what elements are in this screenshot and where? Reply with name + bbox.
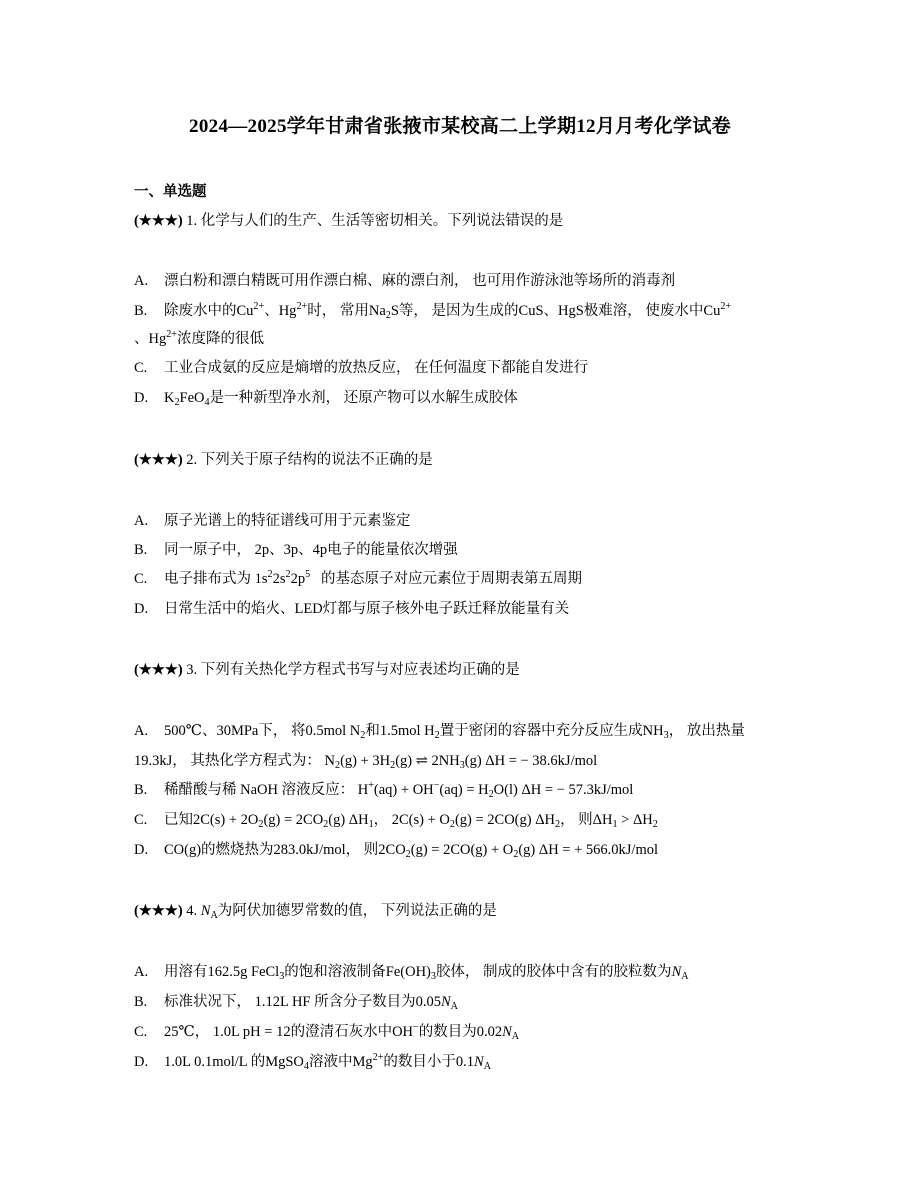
question-3-option-c: C. 已知$2C(s) + 2O_2(g) = 2CO_2(g)$ $\Delta H_1$， $2C(s) + O_2(g) = 2CO(g)$ $\Delta H_2$， 则$\Delta H_1 > \Delta H_2$ (134, 812, 658, 830)
exam-title: 2024—2025学年甘肃省张掖市某校高二上学期12月月考化学试卷 (189, 116, 731, 137)
question-4-option-a: A. 用溶有162.5g FeCl$_3$的饱和溶液制备$Fe(OH)_3$胶体， 制成的胶体中含有的胶粒数为$N_A$ (134, 964, 689, 982)
question-1-option-c: C. 工业合成氨的反应是熵增的放热反应， 在任何温度下都能自发进行 (134, 360, 589, 376)
question-3-option-b: B. 稀醋酸与稀 NaOH 溶液反应： $H^+(aq) + OH^-(aq) = H_2O(l) \Delta H$ = − 57.3kJ/mol (134, 780, 634, 800)
section-heading: 一、单选题 (134, 184, 207, 200)
question-1-option-b: B. 除废水中的$Cu^{2+}$、$Hg^{2+}$时， 常用$Na_2S$等， 是因为生成的CuS、HgS极难溶， 使废水中$Cu^{2+}$ (134, 301, 732, 321)
question-2-option-c: C. 电子排布式为 $1s^22s^22p^5$ 的基态原子对应元素位于周期表第五周期 (134, 569, 582, 587)
question-4-option-c: C. 25℃， 1.0L pH = 12的澄清石灰水中OH−的数目为$0.02N_A$ (134, 1022, 520, 1042)
question-2-option-a: A. 原子光谱上的特征谱线可用于元素鉴定 (134, 513, 411, 529)
question-3-stem: (★★★) 3. 下列有关热化学方程式书写与对应表述均正确的是 (134, 662, 520, 678)
question-2-stem: (★★★) 2. 下列关于原子结构的说法不正确的是 (134, 452, 433, 468)
question-3-option-d: D. CO(g)的燃烧热为283.0kJ/mol， 则$2CO_2(g) = 2CO(g) + O_2(g) \Delta H$ = + 566.0kJ/mol (134, 842, 659, 860)
question-1-option-b-cont: 、$Hg^{2+}$浓度降的很低 (134, 329, 265, 347)
question-3-option-a-cont: 19.3kJ， 其热化学方程式为： $N_2(g) + 3H_2(g)$ ⇌ $2NH_3(g) \Delta H$ = − 38.6kJ/mol (134, 753, 598, 771)
question-1-option-d: D. $K_2FeO_4$是一种新型净水剂， 还原产物可以水解生成胶体 (134, 390, 518, 408)
question-1-stem: (★★★) 1. 化学与人们的生产、生活等密切相关。下列说法错误的是 (134, 213, 564, 229)
question-3-option-a: A. 500℃、30MPa下， 将0.5mol $N_2$和1.5mol $H_2$置于密闭的容器中充分反应生成$NH_3$， 放出热量 (134, 723, 745, 741)
difficulty-stars: (★★★) (134, 213, 183, 229)
question-4-stem: (★★★) 4. $N_A$为阿伏加德罗常数的值， 下列说法正确的是 (134, 903, 497, 921)
question-2-option-b: B. 同一原子中， 2p、3p、4p电子的能量依次增强 (134, 542, 458, 558)
question-4-option-b: B. 标准状况下， 1.12L HF 所含分子数目为$0.05N_A$ (134, 994, 458, 1012)
question-1-option-a: A. 漂白粉和漂白精既可用作漂白棉、麻的漂白剂， 也可用作游泳池等场所的消毒剂 (134, 273, 676, 289)
question-4-option-d: D. 1.0L 0.1mol/L 的MgSO$_4$溶液中$Mg^{2+}$的数目小于$0.1N_A$ (134, 1052, 492, 1072)
question-2-option-d: D. 日常生活中的焰火、LED灯都与原子核外电子跃迁释放能量有关 (134, 601, 570, 617)
